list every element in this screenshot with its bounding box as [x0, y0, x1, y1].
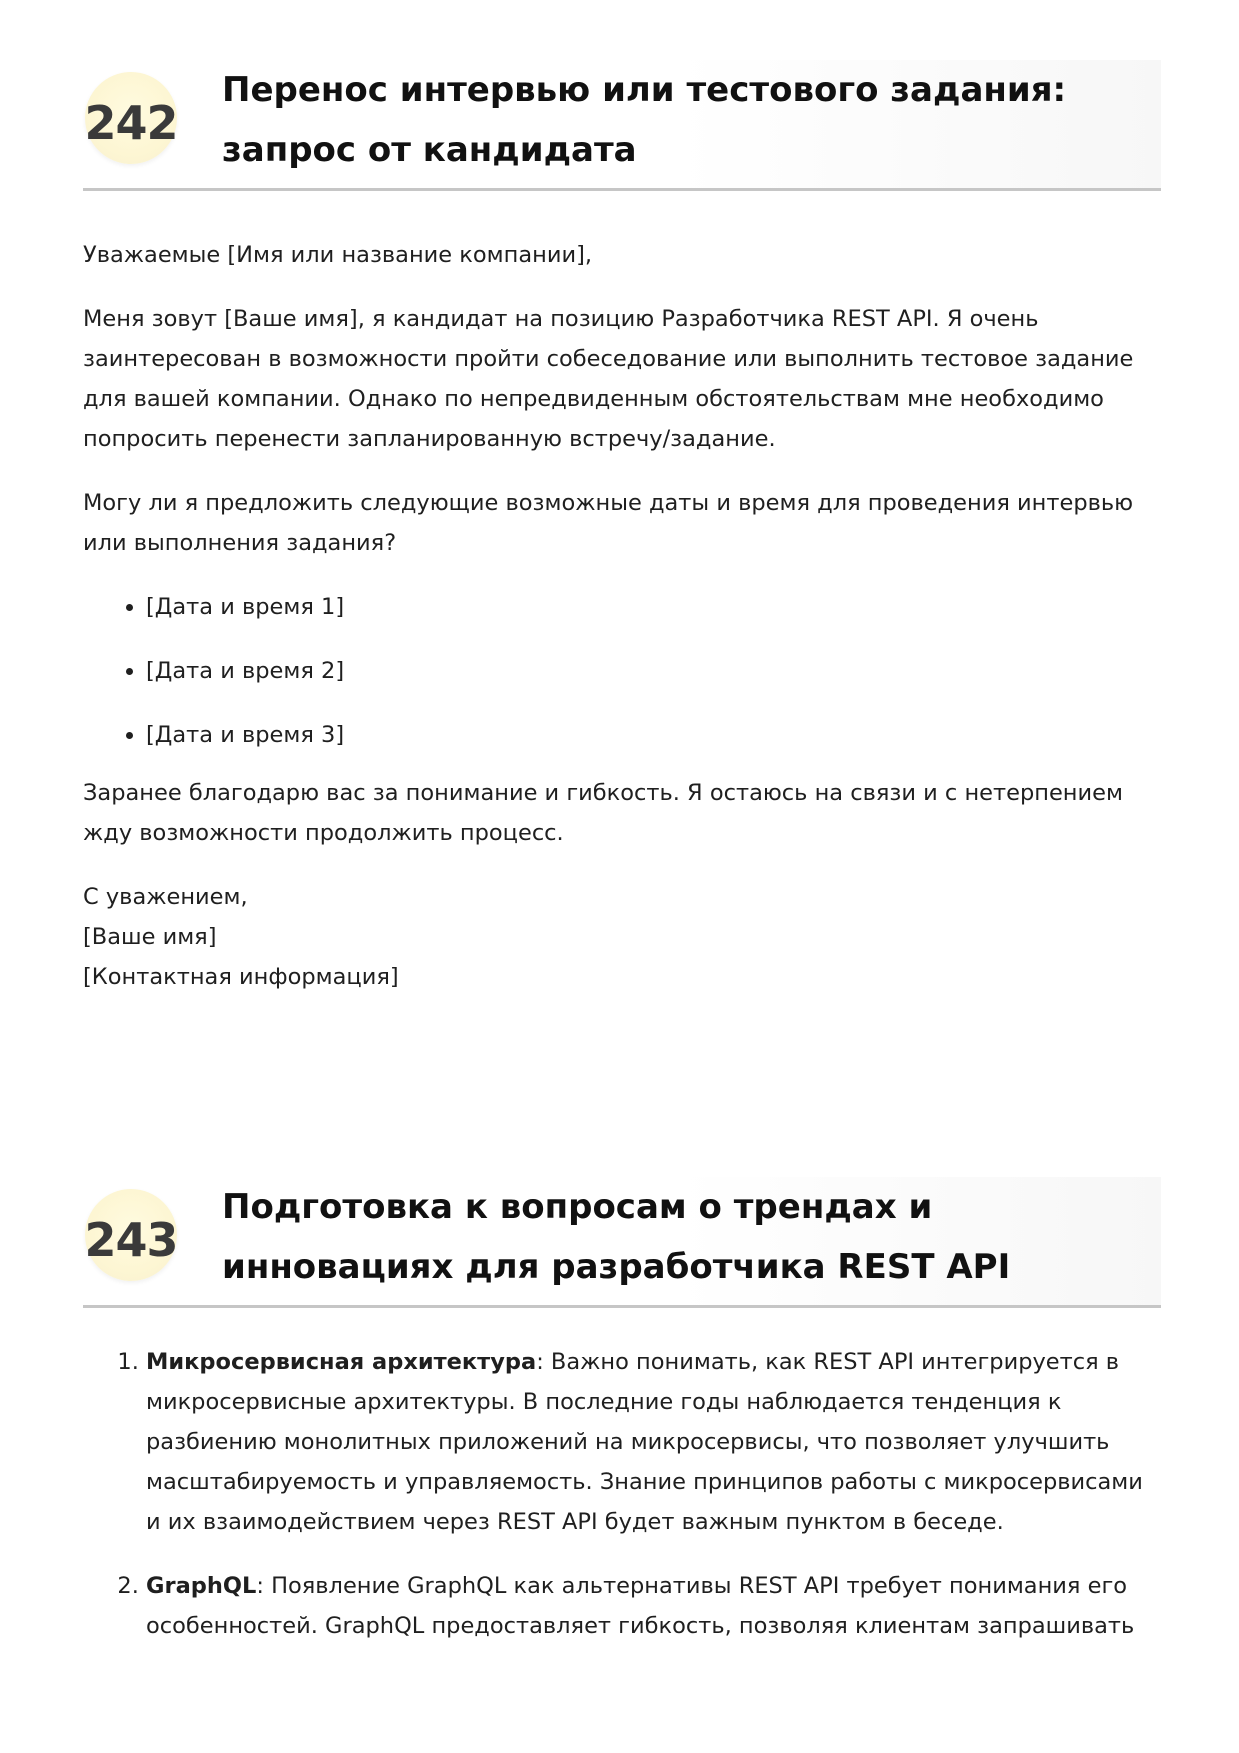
- section-number-badge: [85, 1189, 177, 1281]
- section-title: Подготовка к вопросам о трендах и инновациях для разработчика REST API: [222, 1187, 1011, 1287]
- item-text: : Важно понимать, как REST API интегрируется в микросервисные архитектуры. В последние годы наблюдается тенденция к разбиению монолитных приложений на микросервисы, что позволяет улучшить масштабируемость и управляемость. Знание принципов работы с микросервисами и их взаимодействием через REST API будет важным пунктом в беседе.: [146, 1349, 1143, 1535]
- section-body: [83, 1342, 1161, 1646]
- signature-name: [Ваше имя]: [83, 924, 217, 950]
- section-number-badge: [85, 72, 177, 164]
- section-number: 242: [84, 96, 178, 150]
- list-item: [146, 1566, 1161, 1646]
- list-item: • [Дата и время 1]: [146, 587, 1161, 627]
- section-heading: [83, 60, 1161, 191]
- list-item: [146, 1342, 1161, 1542]
- section-number: 243: [84, 1213, 178, 1267]
- greeting: Уважаемые [Имя или название компании],: [83, 242, 592, 268]
- section-title: Перенос интервью или тестового задания: запрос от кандидата: [222, 70, 1067, 170]
- signature-contact: [Контактная информация]: [83, 964, 399, 990]
- signature-regards: С уважением,: [83, 884, 248, 910]
- section-242: [83, 60, 1161, 1021]
- trends-list: [83, 1342, 1161, 1646]
- paragraph: Заранее благодарю вас за понимание и гибкость. Я остаюсь на связи и с нетерпением жду возможности продолжить процесс.: [83, 780, 1123, 846]
- paragraph: Могу ли я предложить следующие возможные даты и время для проведения интервью или выполнения задания?: [83, 490, 1134, 556]
- item-term: GraphQL: [146, 1573, 257, 1599]
- signature-block: [83, 877, 1161, 997]
- section-heading: [83, 1177, 1161, 1308]
- item-text: : Появление GraphQL как альтернативы REST API требует понимания его особенностей. GraphQL предоставляет гибкость, позволяя клиентам запрашивать: [146, 1573, 1135, 1639]
- list-item: • [Дата и время 3]: [146, 715, 1161, 755]
- section-243: [83, 1177, 1161, 1670]
- section-body: [83, 235, 1161, 997]
- date-options-list: [83, 587, 1161, 755]
- item-term: Микросервисная архитектура: [146, 1349, 537, 1375]
- list-item: • [Дата и время 2]: [146, 651, 1161, 691]
- paragraph: Меня зовут [Ваше имя], я кандидат на позицию Разработчика REST API. Я очень заинтересован в возможности пройти собеседование или выполнить тестовое задание для вашей компании. Однако по непредвиденным обстоятельствам мне необходимо попросить перенести запланированную встречу/задание.: [83, 306, 1134, 452]
